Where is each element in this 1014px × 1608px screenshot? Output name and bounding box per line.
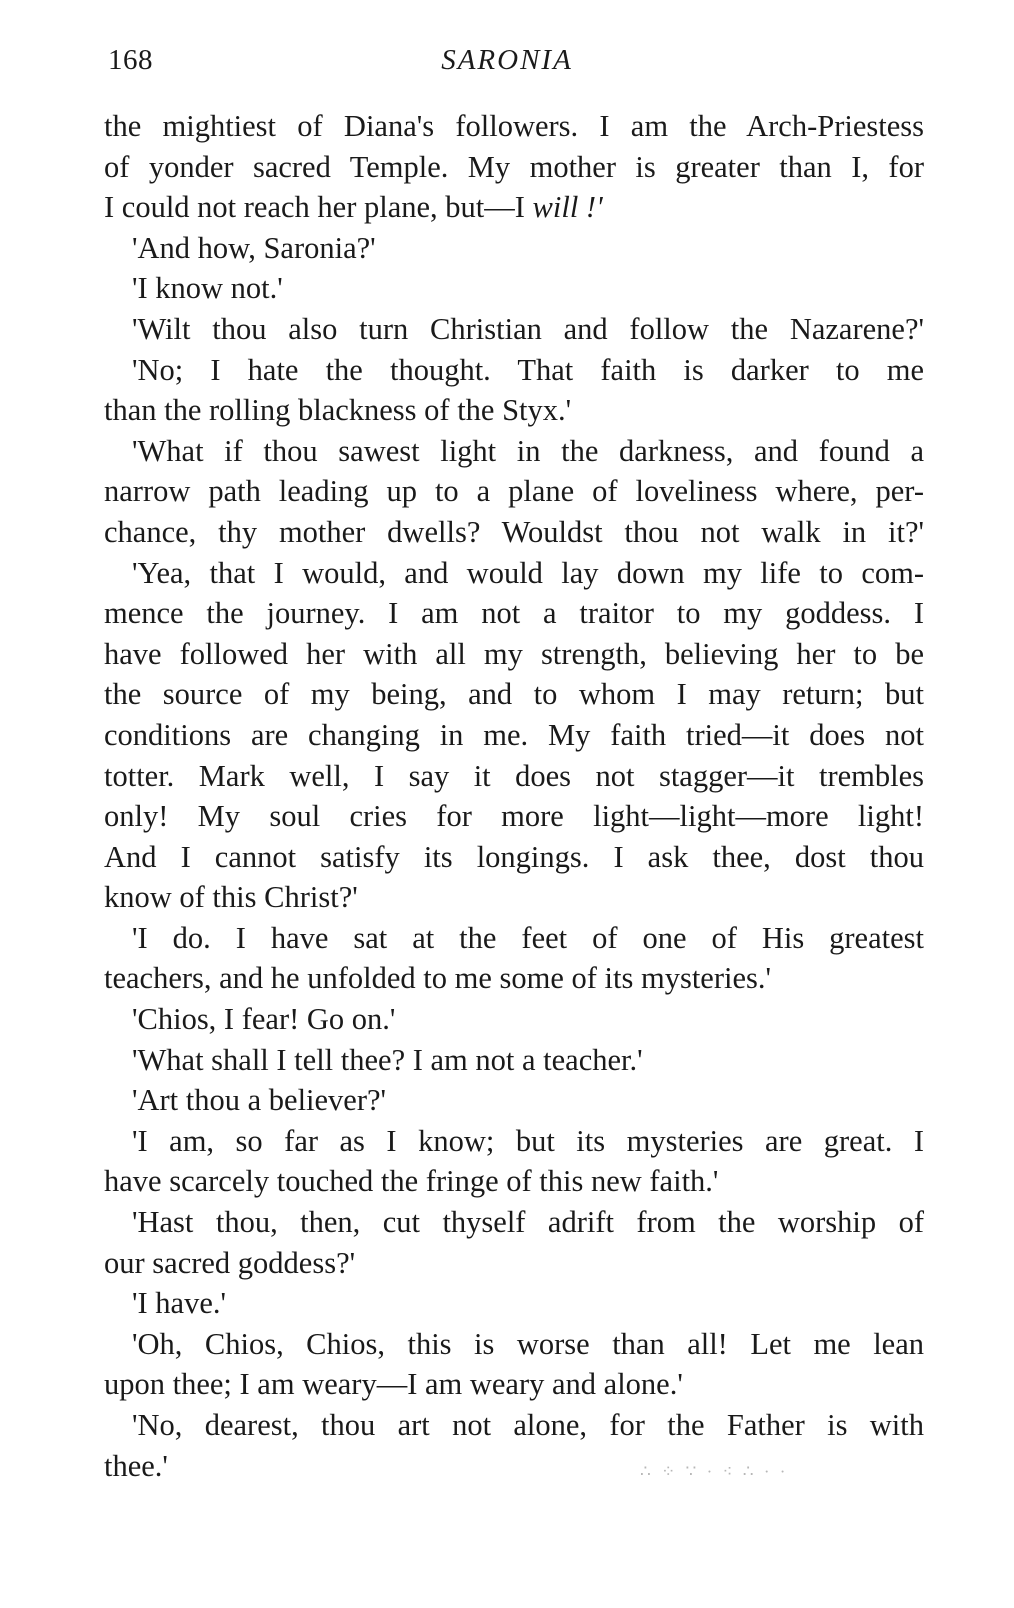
text-line: than the rolling blackness of the Styx.' bbox=[104, 393, 572, 428]
text-line: 'No; I hate the thought. That faith is darker to me bbox=[132, 352, 924, 387]
text-span: I could not reach her plane, but—I bbox=[104, 190, 533, 225]
text-line: thee.' bbox=[104, 1448, 168, 1483]
text-line: the source of my being, and to whom I may return; but bbox=[104, 677, 924, 712]
text-line: 'I know not.' bbox=[132, 271, 283, 306]
text-line: only! My soul cries for more light—light—more light! bbox=[104, 799, 924, 834]
text-line: 'What shall I tell thee? I am not a teacher.' bbox=[132, 1042, 643, 1077]
text-line: teachers, and he unfolded to me some of its mysteries.' bbox=[104, 961, 771, 996]
text-line: conditions are changing in me. My faith tried—it does not bbox=[104, 717, 924, 752]
bleed-through-smudge: ∴ ⁘ ∵ · ⁖ ∴ · · bbox=[640, 1462, 789, 1481]
running-title: SARONIA bbox=[441, 44, 573, 76]
text-line: chance, thy mother dwells? Wouldst thou not walk in it?' bbox=[104, 514, 924, 549]
text-line: And I cannot satisfy its longings. I ask thee, dost thou bbox=[104, 839, 924, 874]
text-line: 'Hast thou, then, cut thyself adrift from the worship of bbox=[132, 1205, 924, 1240]
text-line bbox=[104, 187, 924, 228]
text-line: the mightiest of Diana's followers. I am the Arch-Priestess bbox=[104, 109, 924, 143]
text-line: 'I am, so far as I know; but its mysteries are great. I bbox=[132, 1123, 924, 1158]
text-line: 'Art thou a believer?' bbox=[132, 1083, 387, 1118]
text-line: 'Wilt thou also turn Christian and follow the Nazarene?' bbox=[132, 311, 924, 346]
text-line: totter. Mark well, I say it does not stagger—it trembles bbox=[104, 758, 924, 793]
text-line: of yonder sacred Temple. My mother is greater than I, for bbox=[104, 149, 924, 184]
page-number: 168 bbox=[108, 44, 153, 76]
text-line: narrow path leading up to a plane of loveliness where, per- bbox=[104, 474, 924, 509]
text-line: 'Oh, Chios, Chios, this is worse than all! Let me lean bbox=[132, 1326, 924, 1361]
text-line: know of this Christ?' bbox=[104, 880, 358, 915]
body-text bbox=[104, 106, 924, 1486]
text-line: 'Yea, that I would, and would lay down my life to com- bbox=[132, 555, 924, 590]
text-line: upon thee; I am weary—I am weary and alone.' bbox=[104, 1367, 683, 1402]
text-line: 'I do. I have sat at the feet of one of His greatest bbox=[132, 920, 924, 955]
text-line: 'Chios, I fear! Go on.' bbox=[132, 1002, 396, 1037]
text-line: have scarcely touched the fringe of this new faith.' bbox=[104, 1164, 719, 1199]
text-line: mence the journey. I am not a traitor to my goddess. I bbox=[104, 596, 924, 631]
italic-emphasis: will !' bbox=[532, 190, 603, 225]
text-line: 'No, dearest, thou art not alone, for the Father is with bbox=[132, 1408, 924, 1442]
text-line: 'I have.' bbox=[132, 1286, 226, 1321]
text-line: have followed her with all my strength, believing her to be bbox=[104, 636, 924, 671]
text-line: our sacred goddess?' bbox=[104, 1245, 356, 1280]
text-line: 'What if thou sawest light in the darkness, and found a bbox=[132, 433, 924, 468]
text-line: 'And how, Saronia?' bbox=[132, 230, 376, 265]
